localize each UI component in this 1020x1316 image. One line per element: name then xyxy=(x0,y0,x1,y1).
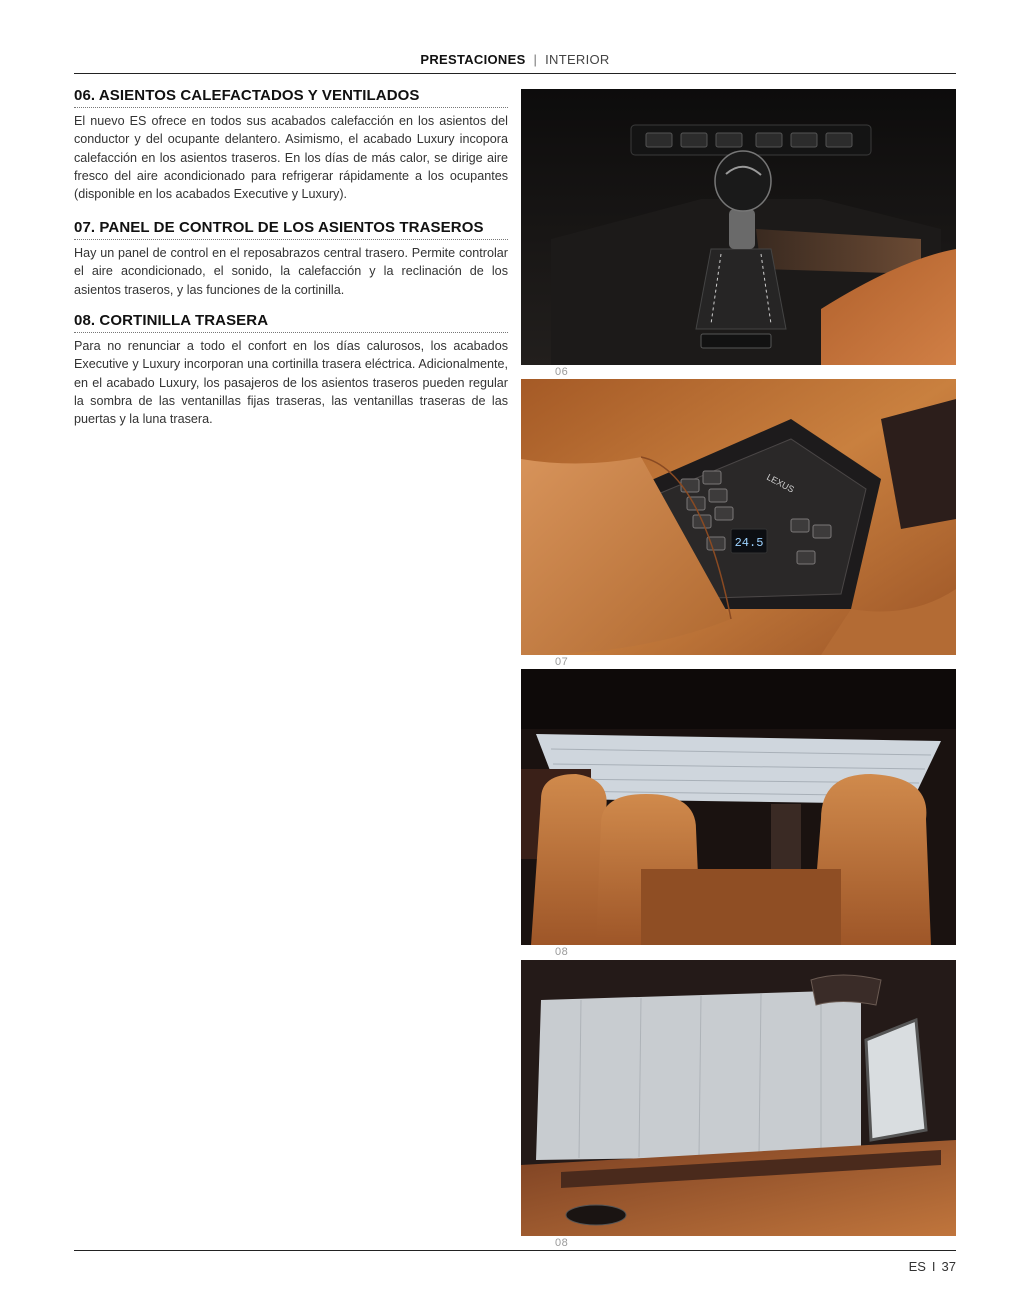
photo-side-window-shade xyxy=(521,960,956,1236)
photo-caption: 08 xyxy=(555,1237,569,1249)
footer-lang: ES xyxy=(908,1259,926,1274)
section-body: Para no renunciar a todo el confort en los días calurosos, los acabados Executive y Luxury incorporan una cortinilla trasera eléctrica. Adicionalmente, en el acabado Luxury, los pasajeros de los asientos traseros pueden regular la sombra de las ventanillas fijas traseras, las ventanillas traseras de las puertas y la luna trasera. xyxy=(74,339,508,427)
footer-separator: I xyxy=(931,1259,936,1274)
header-rule xyxy=(74,73,956,74)
section-body: El nuevo ES ofrece en todos sus acabados calefacción en los asientos del conductor y del ocupante delantero. Asimismo, el acabado Luxury incopora calefacción en los asientos traseros. En los días de más calor, se dirige aire fresco del aire acondicionado para refrigerar rápidamente a los ocupantes (disponible en los acabados Executive y Luxury). xyxy=(74,114,508,202)
console-temp-display: 24.5 xyxy=(734,536,764,550)
footer-rule xyxy=(74,1250,956,1251)
page-header xyxy=(74,52,956,67)
photo-center-console xyxy=(521,89,956,365)
header-section: PRESTACIONES xyxy=(420,52,526,67)
section-heated-seats xyxy=(74,87,508,203)
lexus-logo: LEXUS xyxy=(765,471,796,495)
section-title: 08. CORTINILLA TRASERA xyxy=(74,312,508,333)
armrest-panel-illustration xyxy=(521,379,956,655)
page-footer xyxy=(909,1259,956,1274)
photo-caption: 06 xyxy=(555,366,569,378)
section-title: 06. ASIENTOS CALEFACTADOS Y VENTILADOS xyxy=(74,87,508,108)
section-rear-sunshade xyxy=(74,312,508,428)
header-subsection: INTERIOR xyxy=(545,52,610,67)
page-number: 37 xyxy=(941,1259,956,1274)
photo-rear-sunshade xyxy=(521,669,956,945)
side-shade-illustration xyxy=(521,960,956,1236)
center-console-illustration xyxy=(521,89,956,365)
photo-caption: 07 xyxy=(555,656,569,668)
photo-caption: 08 xyxy=(555,946,569,958)
section-title: 07. PANEL DE CONTROL DE LOS ASIENTOS TRASEROS xyxy=(74,219,508,240)
rear-sunshade-illustration xyxy=(521,669,956,945)
photo-rear-armrest-panel xyxy=(521,379,956,655)
section-body: Hay un panel de control en el reposabrazos central trasero. Permite controlar el aire acondicionado, el sonido, la calefacción y la reclinación de los asientos traseros, y las funciones de la cortinilla. xyxy=(74,246,508,297)
header-separator: | xyxy=(533,52,538,67)
section-rear-control-panel xyxy=(74,219,508,299)
